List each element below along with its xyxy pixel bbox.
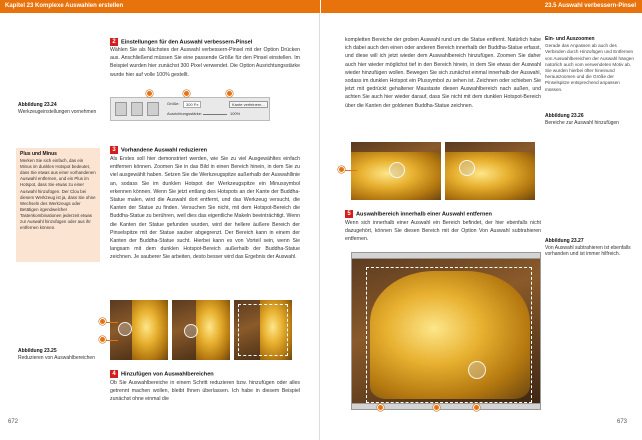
callout-8 bbox=[433, 404, 440, 411]
window-titlebar bbox=[352, 253, 541, 259]
caption-title: Abbildung 23.27 bbox=[545, 238, 584, 244]
continued-text: kompletten Bereiche der groben Auswahl rund um die Statue entfernt. Natürlich habe ich dabei auch den einen oder anderen Bereich innerhalb der Buddha-Statue erfasst, und diese will ich jetzt wieder dem Auswahlbereich hinzufügen. Zoomen Sie daher auch hier wieder möglichst tief in den Bereich hinein, in dem Sie etwas der Auswahl wieder hinzufügen wollen. Bewegen Sie sich zunächst einmal innerhalb der Auswahl, sodass im dunklen Hotspot ein Plussymbol zu sehen ist. Zeichnen oder schieben Sie jetzt mit gedrückt gehaltener Maustaste diesen Auswahlbereich nach außen, und achten Sie auch hier wieder darauf, dass Sie nicht mit dem dunklen Hotspot-Bereich über die Kanten der goldenen Buddha-Statue zeichnen. bbox=[345, 37, 541, 109]
step-number: 4 bbox=[110, 370, 118, 378]
selection-outline bbox=[238, 304, 288, 356]
left-page bbox=[0, 0, 320, 440]
caption-text: Bereiche zur Auswahl hinzufügen bbox=[545, 119, 619, 126]
brush-cursor bbox=[184, 324, 198, 338]
step-number: 5 bbox=[345, 210, 353, 218]
step4-heading bbox=[110, 370, 214, 378]
callout-7 bbox=[377, 404, 384, 411]
left-page-number: 672 bbox=[8, 419, 19, 425]
callout-2 bbox=[183, 90, 190, 97]
brush-add-icon[interactable] bbox=[131, 102, 143, 116]
photo-reduce-3 bbox=[234, 300, 292, 360]
right-page bbox=[321, 0, 642, 440]
caption-title: Abbildung 23.26 bbox=[545, 113, 584, 119]
figure-caption-23-27 bbox=[545, 238, 635, 258]
infobox-title: Plus und Minus bbox=[20, 151, 57, 157]
photo-reduce-1 bbox=[110, 300, 168, 360]
figure-caption-23-26 bbox=[545, 113, 635, 126]
info-box-plus-minus bbox=[16, 148, 100, 262]
callout-3 bbox=[226, 90, 233, 97]
step-number: 2 bbox=[110, 38, 118, 46]
right-page-number: 673 bbox=[617, 419, 628, 425]
caption-title: Abbildung 23.25 bbox=[18, 348, 57, 354]
step2-heading bbox=[110, 38, 252, 46]
photo-add-2 bbox=[445, 142, 535, 200]
callout-5 bbox=[99, 336, 106, 343]
caption-text: Werkzeugeinstellungen vornehmen bbox=[18, 108, 97, 115]
callout-4 bbox=[99, 318, 106, 325]
brush-cursor bbox=[468, 361, 486, 379]
callout-1 bbox=[146, 90, 153, 97]
callout-6 bbox=[338, 166, 345, 173]
size-label: Größe: bbox=[167, 101, 180, 106]
size-value[interactable]: 300 Px bbox=[183, 101, 201, 108]
brush-subtract-icon[interactable] bbox=[147, 102, 159, 116]
caption-title: Abbildung 23.24 bbox=[18, 102, 57, 108]
selection-outline bbox=[366, 267, 532, 403]
step-title: Auswahlbereich innerhalb einer Auswahl entfernen bbox=[356, 211, 492, 218]
figure-caption-23-24 bbox=[18, 102, 98, 115]
step5-heading bbox=[345, 210, 492, 218]
strength-value: 100% bbox=[230, 111, 241, 116]
step-number: 3 bbox=[110, 146, 118, 154]
strength-label: Ausrichtungsstärke: bbox=[167, 111, 203, 116]
gold-statue bbox=[196, 300, 230, 360]
figure-caption-23-25 bbox=[18, 348, 103, 361]
step-title: Einstellungen für den Auswahl verbessern-Pinsel bbox=[121, 39, 253, 46]
step4-text: Ob Sie Auswahlbereiche in einem Schritt reduzieren bzw. hinzufügen oder alles getrennt machen wollen, bleibt Ihnen überlassen. Ich habe in diesem Beispiel zunächst ohne einmal die bbox=[110, 380, 300, 403]
callout-9 bbox=[473, 404, 480, 411]
step-title: Vorhandene Auswahl reduzieren bbox=[121, 147, 208, 154]
step5-text: Wenn sich innerhalb einer Auswahl ein Bereich befindet, der hier ebenfalls nicht dazugehört, können Sie diesen Bereich mit der Option Von Auswahl subtrahieren entfernen. bbox=[345, 220, 541, 243]
infobox-text: Merken Sie sich einfach, das ein Minus im dunklen Hotspot bedeutet, dass Sie etwas aus einer vorhandenen Auswahl entfernen, und ein Plus im Hotspot, dass Sie etwas zu einer Auswahl hinzufügen. Der Clou bei diesem Werkzeug ist ja, dass Sie ohne Wechseln des Werkzeugs oder Betätigen irgendwelcher Tastenkombinationen jederzeit etwas zur Auswahl hinzufügen oder aus ihr entfernen können. bbox=[20, 158, 96, 231]
callout-line bbox=[104, 340, 118, 341]
photo-add-1 bbox=[351, 142, 441, 200]
strength-slider[interactable] bbox=[203, 114, 227, 115]
photo-reduce-2 bbox=[172, 300, 230, 360]
callout-line bbox=[343, 170, 357, 171]
step3-text: Als Erstes soll hier demonstriert werden, wie Sie zu viel Ausgewähltes einfach entfernen können. Zoomen Sie in das Bild in einen Bereich hinein, in dem Sie zu viel ausgewählt haben. Setzen Sie die Werkzeugspitze außerhalb der Auswahllinie an, sodass Sie im dunklen Hotspot der Werkzeugspitze ein Minussymbol erkennen können. Wenn Sie jetzt entlang des Hotspots an der Kante der Buddha-Statue malen, wird die Auswahl dort entfernt, und das Werkzeug versucht, die Kanten der Statue zu finden. Versuchen Sie nicht, mit dem Hotspot-Bereich die Buddha-Statue zu berühren, weil dies das eigentliche Makeln beeinträchtigt. Wenn die Kanten der Statue gefunden wurden, wird der hellere äußere Bereich der Pinselspitze mit der Statue sauber abgegrenzt. Der Bereich kann in einem der Kanten der Buddha-Statue sucht. Hierbei kann es von Vorteil sein, wenn Sie langsam mit dem dunklen Hotspot-Bereich außerhalb der Buddha-Statue zeichnen. Je sauberer Sie arbeiten, desto besser wird das Ergebnis der Auswahl. bbox=[110, 156, 300, 261]
photo-subtract bbox=[351, 252, 541, 410]
step-title: Hinzufügen von Auswahlbereichen bbox=[121, 371, 214, 378]
sidebar-text: Gerade das Anpassen ab auch des Verbinden durch Hinzufügen und Entfernen von Auswahlbereichen der Auswahl hängen natürlich auch vom verwendeten Motiv ab. Sie wurden hierbei öfter hineinund herauszoomen und die Größe der Pinselspitze entsprechend anpassen müssen. bbox=[545, 43, 634, 92]
tool-options-bar bbox=[110, 97, 270, 121]
gold-statue bbox=[445, 152, 535, 200]
left-running-header: Kapitel 23 Komplexe Auswahlen erstellen bbox=[0, 0, 320, 13]
gold-statue bbox=[132, 300, 168, 360]
sidebar-title: Ein- und Auszoomen bbox=[545, 36, 595, 42]
brush-cursor bbox=[118, 322, 132, 336]
caption-text: Von Auswahl subtrahieren ist ebenfalls vorhanden und ist immer hilfreich. bbox=[545, 244, 631, 257]
step2-text: Wählen Sie als Nächstes der Auswahl verbessern-Pinsel mit der Option Drücken aus. Anschließend müssen Sie eine passende Größe für den Pinsel einstellen. Im Beispiel wurden hier zunächst 300 Pixel verwendet. Die Option Ausrichtungsstärke wurde hier auf volle 100% gestellt. bbox=[110, 47, 300, 78]
brush-cursor bbox=[459, 160, 475, 176]
callout-line bbox=[104, 322, 118, 323]
sidebar-zoom bbox=[545, 36, 635, 102]
refine-edge-button[interactable]: Kante verfeinern... bbox=[229, 101, 268, 108]
step3-heading bbox=[110, 146, 207, 154]
brush-icon[interactable] bbox=[115, 102, 127, 116]
caption-text: Reduzieren von Auswahlbereichen bbox=[18, 354, 95, 361]
brush-cursor bbox=[389, 162, 405, 178]
right-running-header: 23.5 Auswahl verbessern-Pinsel bbox=[321, 0, 642, 13]
